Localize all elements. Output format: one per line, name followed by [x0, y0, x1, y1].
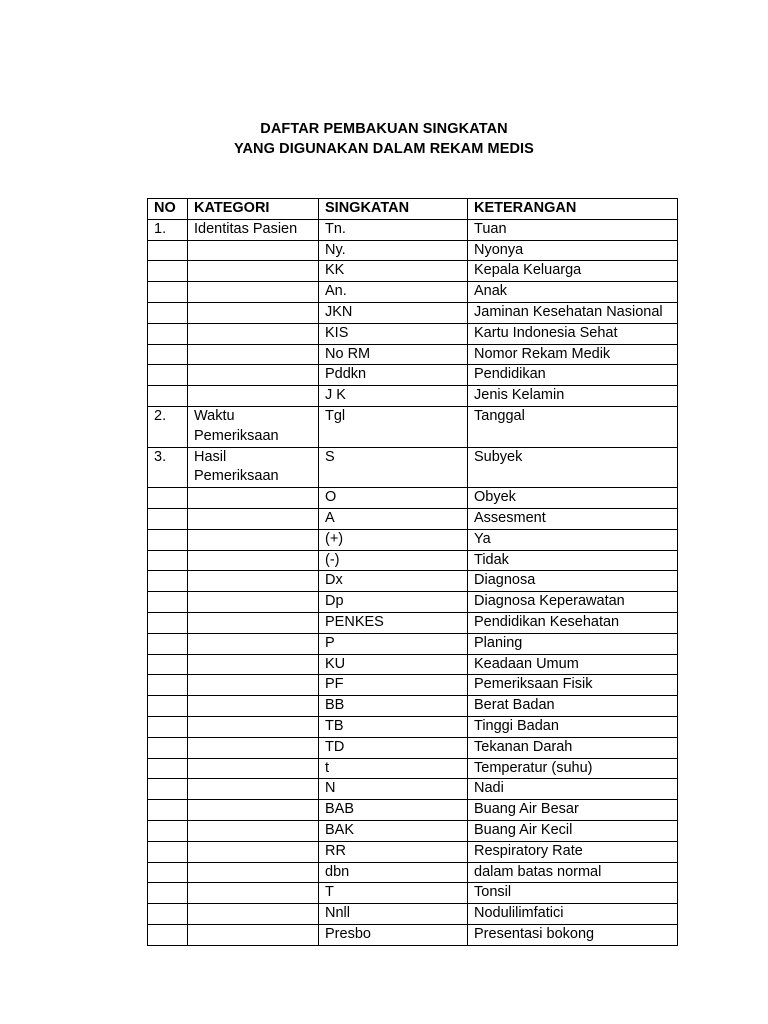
cell-keterangan: Obyek	[468, 488, 678, 509]
table-row	[148, 447, 678, 488]
cell-no	[148, 612, 188, 633]
cell-kategori	[188, 240, 319, 261]
table-row	[148, 800, 678, 821]
cell-kategori	[188, 633, 319, 654]
cell-no	[148, 488, 188, 509]
cell-no	[148, 592, 188, 613]
cell-keterangan: Buang Air Besar	[468, 800, 678, 821]
cell-kategori	[188, 529, 319, 550]
cell-keterangan: Diagnosa Keperawatan	[468, 592, 678, 613]
table-row	[148, 633, 678, 654]
cell-singkatan: KIS	[319, 323, 468, 344]
column-header-keterangan: KETERANGAN	[468, 199, 678, 220]
table-row	[148, 737, 678, 758]
cell-keterangan: Pendidikan Kesehatan	[468, 612, 678, 633]
cell-keterangan: dalam batas normal	[468, 862, 678, 883]
cell-no	[148, 508, 188, 529]
cell-singkatan: T	[319, 883, 468, 904]
cell-keterangan: Anak	[468, 282, 678, 303]
cell-keterangan: Ya	[468, 529, 678, 550]
cell-no: 3.	[148, 447, 188, 488]
cell-keterangan: Kepala Keluarga	[468, 261, 678, 282]
cell-no	[148, 365, 188, 386]
cell-keterangan: Subyek	[468, 447, 678, 488]
cell-kategori	[188, 654, 319, 675]
cell-singkatan: O	[319, 488, 468, 509]
cell-keterangan: Buang Air Kecil	[468, 820, 678, 841]
cell-kategori	[188, 675, 319, 696]
cell-singkatan: BB	[319, 696, 468, 717]
cell-kategori: Identitas Pasien	[188, 219, 319, 240]
table-row	[148, 508, 678, 529]
cell-keterangan: Planing	[468, 633, 678, 654]
cell-no	[148, 924, 188, 945]
table-row	[148, 323, 678, 344]
cell-singkatan: dbn	[319, 862, 468, 883]
cell-keterangan: Tinggi Badan	[468, 716, 678, 737]
table-row	[148, 758, 678, 779]
cell-singkatan: BAB	[319, 800, 468, 821]
document-title-line2: YANG DIGUNAKAN DALAM REKAM MEDIS	[234, 141, 534, 157]
table-row	[148, 675, 678, 696]
cell-singkatan: t	[319, 758, 468, 779]
cell-singkatan: TB	[319, 716, 468, 737]
cell-keterangan: Kartu Indonesia Sehat	[468, 323, 678, 344]
cell-keterangan: Pemeriksaan Fisik	[468, 675, 678, 696]
table-row	[148, 820, 678, 841]
cell-kategori	[188, 508, 319, 529]
cell-kategori	[188, 612, 319, 633]
cell-keterangan: Pendidikan	[468, 365, 678, 386]
cell-no	[148, 904, 188, 925]
cell-kategori	[188, 386, 319, 407]
cell-keterangan: Temperatur (suhu)	[468, 758, 678, 779]
cell-no	[148, 800, 188, 821]
cell-no	[148, 550, 188, 571]
cell-kategori	[188, 820, 319, 841]
table-row	[148, 406, 678, 447]
document-title-line1: DAFTAR PEMBAKUAN SINGKATAN	[260, 121, 508, 137]
cell-keterangan: Tonsil	[468, 883, 678, 904]
cell-no	[148, 862, 188, 883]
table-row	[148, 261, 678, 282]
cell-singkatan: JKN	[319, 302, 468, 323]
cell-kategori	[188, 779, 319, 800]
cell-no	[148, 654, 188, 675]
cell-no: 2.	[148, 406, 188, 447]
cell-singkatan: BAK	[319, 820, 468, 841]
cell-kategori	[188, 883, 319, 904]
cell-no	[148, 529, 188, 550]
cell-keterangan: Nadi	[468, 779, 678, 800]
cell-singkatan: Dx	[319, 571, 468, 592]
table-row	[148, 365, 678, 386]
table-row	[148, 529, 678, 550]
cell-no	[148, 737, 188, 758]
table-body	[148, 219, 678, 945]
cell-kategori	[188, 758, 319, 779]
cell-kategori	[188, 924, 319, 945]
cell-singkatan: J K	[319, 386, 468, 407]
cell-kategori	[188, 841, 319, 862]
cell-singkatan: Tn.	[319, 219, 468, 240]
table-row	[148, 550, 678, 571]
cell-singkatan: PENKES	[319, 612, 468, 633]
cell-keterangan: Assesment	[468, 508, 678, 529]
cell-singkatan: S	[319, 447, 468, 488]
cell-keterangan: Tekanan Darah	[468, 737, 678, 758]
column-header-singkatan: SINGKATAN	[319, 199, 468, 220]
cell-singkatan: Ny.	[319, 240, 468, 261]
cell-no	[148, 386, 188, 407]
cell-singkatan: KK	[319, 261, 468, 282]
cell-singkatan: TD	[319, 737, 468, 758]
cell-no	[148, 820, 188, 841]
cell-no	[148, 240, 188, 261]
cell-no	[148, 716, 188, 737]
cell-no	[148, 883, 188, 904]
cell-keterangan: Jenis Kelamin	[468, 386, 678, 407]
cell-no	[148, 323, 188, 344]
cell-keterangan: Tuan	[468, 219, 678, 240]
table-row	[148, 344, 678, 365]
cell-keterangan: Diagnosa	[468, 571, 678, 592]
cell-singkatan: Presbo	[319, 924, 468, 945]
table-row	[148, 592, 678, 613]
table-row	[148, 904, 678, 925]
cell-kategori	[188, 696, 319, 717]
cell-singkatan: Nnll	[319, 904, 468, 925]
cell-singkatan: KU	[319, 654, 468, 675]
abbreviation-table	[147, 198, 678, 946]
cell-singkatan: P	[319, 633, 468, 654]
cell-kategori	[188, 282, 319, 303]
cell-no	[148, 758, 188, 779]
cell-kategori	[188, 323, 319, 344]
cell-no	[148, 675, 188, 696]
cell-keterangan: Nyonya	[468, 240, 678, 261]
cell-singkatan: (-)	[319, 550, 468, 571]
cell-no	[148, 779, 188, 800]
table-row	[148, 654, 678, 675]
cell-no	[148, 633, 188, 654]
cell-kategori	[188, 716, 319, 737]
cell-kategori: Waktu Pemeriksaan	[188, 406, 319, 447]
cell-kategori	[188, 344, 319, 365]
cell-kategori	[188, 488, 319, 509]
table-row	[148, 612, 678, 633]
cell-no	[148, 841, 188, 862]
cell-keterangan: Nomor Rekam Medik	[468, 344, 678, 365]
table-row	[148, 696, 678, 717]
cell-singkatan: PF	[319, 675, 468, 696]
table-row	[148, 386, 678, 407]
cell-singkatan: Dp	[319, 592, 468, 613]
cell-no	[148, 302, 188, 323]
table-header-row	[148, 199, 678, 220]
table-row	[148, 302, 678, 323]
column-header-no: NO	[148, 199, 188, 220]
table-row	[148, 883, 678, 904]
cell-singkatan: No RM	[319, 344, 468, 365]
cell-kategori	[188, 904, 319, 925]
cell-no	[148, 282, 188, 303]
cell-keterangan: Jaminan Kesehatan Nasional	[468, 302, 678, 323]
cell-no: 1.	[148, 219, 188, 240]
cell-kategori	[188, 571, 319, 592]
cell-singkatan: Tgl	[319, 406, 468, 447]
cell-kategori	[188, 261, 319, 282]
table-row	[148, 862, 678, 883]
cell-no	[148, 344, 188, 365]
cell-singkatan: RR	[319, 841, 468, 862]
cell-kategori	[188, 737, 319, 758]
cell-kategori: Hasil Pemeriksaan	[188, 447, 319, 488]
cell-kategori	[188, 365, 319, 386]
table-row	[148, 282, 678, 303]
table-row	[148, 571, 678, 592]
cell-singkatan: A	[319, 508, 468, 529]
table-row	[148, 779, 678, 800]
cell-no	[148, 261, 188, 282]
table-row	[148, 240, 678, 261]
cell-keterangan: Berat Badan	[468, 696, 678, 717]
cell-keterangan: Presentasi bokong	[468, 924, 678, 945]
cell-keterangan: Tanggal	[468, 406, 678, 447]
cell-keterangan: Nodulilimfatici	[468, 904, 678, 925]
cell-singkatan: An.	[319, 282, 468, 303]
table-row	[148, 924, 678, 945]
cell-no	[148, 571, 188, 592]
cell-singkatan: (+)	[319, 529, 468, 550]
column-header-kategori: KATEGORI	[188, 199, 319, 220]
cell-kategori	[188, 800, 319, 821]
cell-singkatan: Pddkn	[319, 365, 468, 386]
cell-kategori	[188, 592, 319, 613]
cell-no	[148, 696, 188, 717]
table-row	[148, 716, 678, 737]
table-row	[148, 219, 678, 240]
table-row	[148, 488, 678, 509]
cell-keterangan: Keadaan Umum	[468, 654, 678, 675]
cell-singkatan: N	[319, 779, 468, 800]
cell-keterangan: Respiratory Rate	[468, 841, 678, 862]
cell-kategori	[188, 862, 319, 883]
cell-kategori	[188, 302, 319, 323]
table-row	[148, 841, 678, 862]
cell-kategori	[188, 550, 319, 571]
cell-keterangan: Tidak	[468, 550, 678, 571]
